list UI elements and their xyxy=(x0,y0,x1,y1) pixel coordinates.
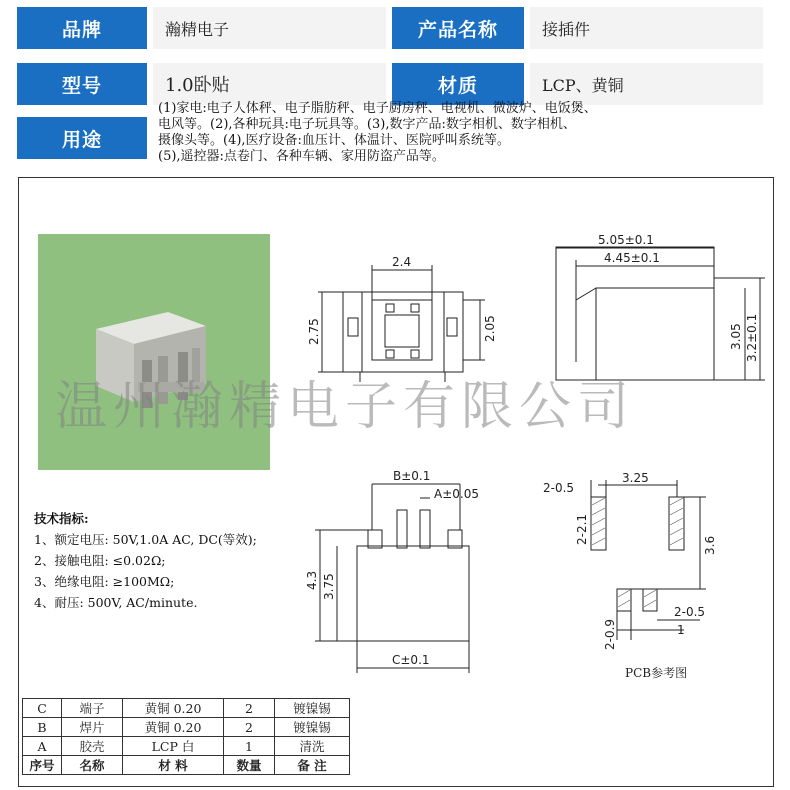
usage-line: (5),遥控器:点卷门、各种车辆、家用防盗产品等。 xyxy=(158,149,445,164)
bom-cell: 1 xyxy=(224,737,275,756)
pcb-caption: PCB参考图 xyxy=(625,666,688,680)
spec-title: 技术指标: xyxy=(34,511,89,526)
table-header-row xyxy=(23,756,350,775)
dim-label: 4.3 xyxy=(305,570,319,590)
brand-label: 品牌 xyxy=(17,7,147,49)
bom-header-cell: 数量 xyxy=(224,756,275,775)
bom-header-cell: 材 料 xyxy=(123,756,224,775)
dim-label: 4.45±0.1 xyxy=(604,251,660,265)
dim-label: 2-0.5 xyxy=(543,481,575,495)
product-name-value: 接插件 xyxy=(530,7,763,49)
bom-cell: 黄铜 0.20 xyxy=(123,699,224,718)
bom-cell: 端子 xyxy=(62,699,123,718)
spec-item: 4、耐压: 500V, AC/minute. xyxy=(34,595,198,610)
product-name-label: 产品名称 xyxy=(392,7,524,49)
dim-label: 2.75 xyxy=(307,318,321,345)
bom-table xyxy=(22,698,350,775)
bom-cell: 焊片 xyxy=(62,718,123,737)
dim-label: A±0.05 xyxy=(434,487,479,501)
bom-cell: 黄铜 0.20 xyxy=(123,718,224,737)
bom-cell: B xyxy=(23,718,62,737)
dim-label: 3.75 xyxy=(322,573,336,600)
bom-header-cell: 序号 xyxy=(23,756,62,775)
usage-line: (1)家电:电子人体秤、电子脂肪秤、电子厨房秤、电视机、微波炉、电饭煲、 xyxy=(158,101,597,116)
bom-cell: C xyxy=(23,699,62,718)
usage-line: 电风等。(2),各种玩具:电子玩具等。(3),数字产品:数字相机、数字相机、 xyxy=(158,117,576,132)
bom-cell: 镀镍锡 xyxy=(275,718,350,737)
model-label: 型号 xyxy=(17,63,147,105)
bom-cell: 2 xyxy=(224,718,275,737)
table-row xyxy=(23,737,350,756)
bom-cell: 清洗 xyxy=(275,737,350,756)
dim-label: 3.2±0.1 xyxy=(745,313,759,362)
bom-cell: 镀镍锡 xyxy=(275,699,350,718)
spec-item: 2、接触电阻: ≤0.02Ω; xyxy=(34,553,166,568)
usage-label: 用途 xyxy=(17,117,147,159)
usage-line: 摄像头等。(4),医疗设备:血压计、体温计、医院呼叫系统等。 xyxy=(158,133,510,148)
dim-label: 3.05 xyxy=(729,323,743,350)
spec-item: 3、绝缘电阻: ≥100MΩ; xyxy=(34,574,175,589)
dim-label: 1 xyxy=(677,623,685,637)
table-row xyxy=(23,699,350,718)
watermark: 温州瀚精电子有限公司 xyxy=(55,377,636,437)
bom-header-cell: 名称 xyxy=(62,756,123,775)
table-row xyxy=(23,718,350,737)
brand-value: 瀚精电子 xyxy=(153,7,386,49)
bom-cell: A xyxy=(23,737,62,756)
bom-cell: 2 xyxy=(224,699,275,718)
dim-label: 2-0.5 xyxy=(674,605,706,619)
material-label: 材质 xyxy=(392,63,524,105)
bom-cell: 胶壳 xyxy=(62,737,123,756)
dim-label: B±0.1 xyxy=(393,469,431,483)
model-value: 1.0卧贴 xyxy=(153,63,386,105)
dim-label: 2.05 xyxy=(483,315,497,342)
bom-header-cell: 备 注 xyxy=(275,756,350,775)
dim-label: 2-0.9 xyxy=(603,618,617,650)
dim-label: C±0.1 xyxy=(392,653,430,667)
bom-cell: LCP 白 xyxy=(123,737,224,756)
dim-label: 3.25 xyxy=(622,471,649,485)
tech-specs xyxy=(34,508,257,613)
spec-item: 1、额定电压: 50V,1.0A AC, DC(等效); xyxy=(34,532,257,547)
dim-label: 3.6 xyxy=(703,535,717,555)
dim-label: 2-2.1 xyxy=(575,513,589,545)
material-value: LCP、黄铜 xyxy=(530,63,763,105)
dim-label: 5.05±0.1 xyxy=(598,233,654,247)
dim-label: 2.4 xyxy=(392,255,412,269)
